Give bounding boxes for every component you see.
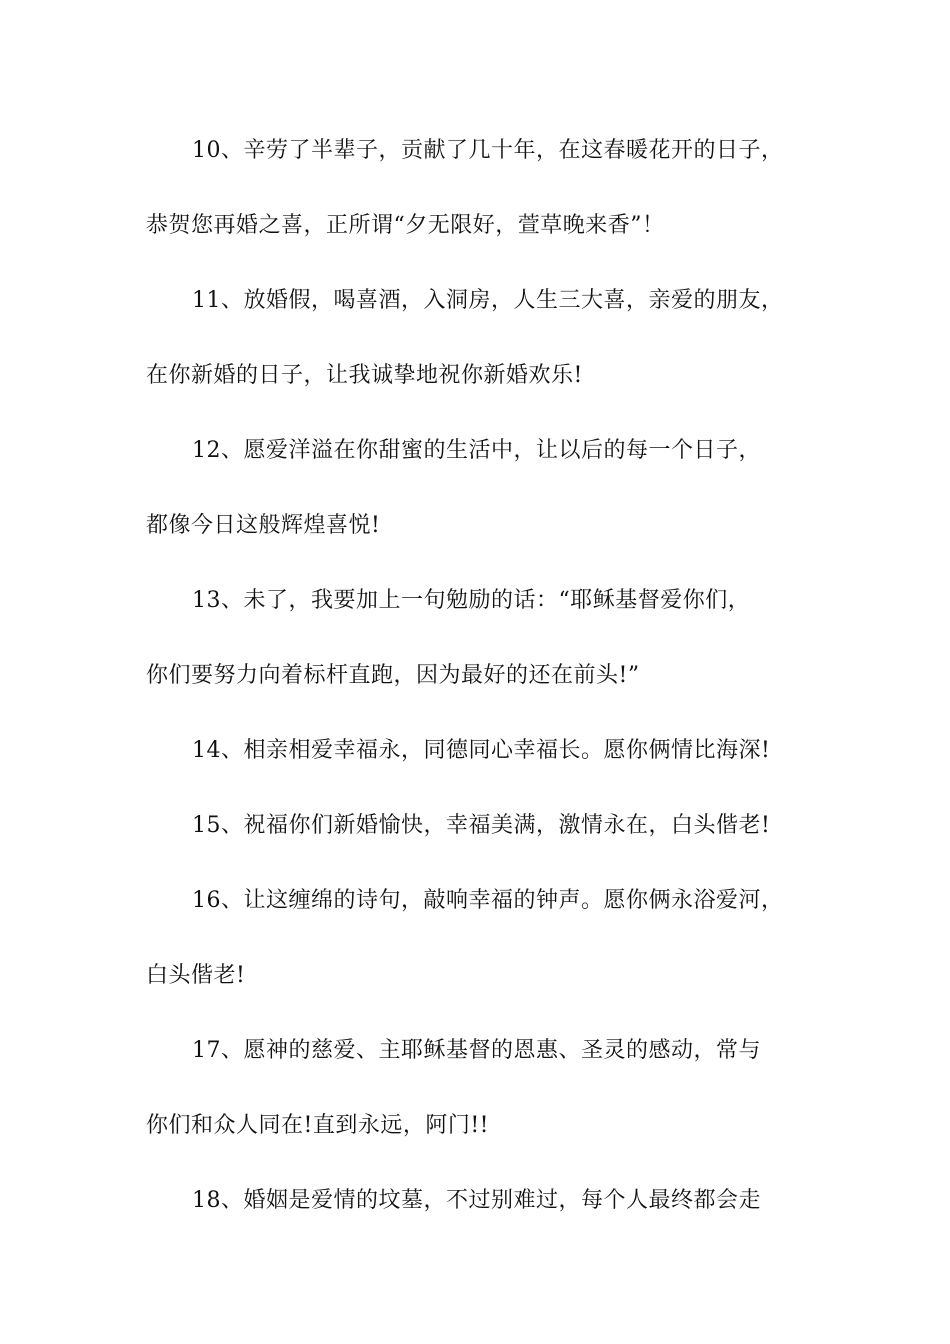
paragraph-11-line-1: 11、放婚假，喝喜酒，入洞房，人生三大喜，亲爱的朋友，	[192, 288, 784, 313]
paragraph-17-line-1: 17、愿神的慈爱、主耶稣基督的恩惠、圣灵的感动，常与	[192, 1038, 761, 1063]
paragraph-12-line-1: 12、愿爱洋溢在你甜蜜的生活中，让以后的每一个日子，	[192, 438, 761, 463]
paragraph-16-line-1: 16、让这缠绵的诗句，敲响幸福的钟声。愿你俩永浴爱河，	[192, 888, 784, 913]
paragraph-16-line-2: 白头偕老!	[146, 963, 246, 988]
paragraph-17-line-2: 你们和众人同在!直到永远，阿门!!	[146, 1113, 490, 1138]
paragraph-13-line-1: 13、未了，我要加上一句勉励的话：“耶稣基督爱你们，	[192, 588, 751, 613]
paragraph-10-line-2: 恭贺您再婚之喜，正所谓“夕无限好，萱草晚来香”！	[146, 213, 665, 238]
paragraph-15-line-1: 15、祝福你们新婚愉快，幸福美满，激情永在，白头偕老!	[192, 813, 771, 838]
paragraph-11-line-2: 在你新婚的日子，让我诚挚地祝你新婚欢乐!	[146, 363, 583, 388]
paragraph-12-line-2: 都像今日这般辉煌喜悦!	[146, 513, 381, 538]
paragraph-18-line-1: 18、婚姻是爱情的坟墓，不过别难过，每个人最终都会走	[192, 1188, 761, 1213]
paragraph-13-line-2: 你们要努力向着标杆直跑，因为最好的还在前头!”	[146, 663, 640, 688]
paragraph-14-line-1: 14、相亲相爱幸福永，同德同心幸福长。愿你俩情比海深!	[192, 738, 771, 763]
paragraph-10-line-1: 10、辛劳了半辈子，贡献了几十年，在这春暖花开的日子，	[192, 138, 784, 163]
